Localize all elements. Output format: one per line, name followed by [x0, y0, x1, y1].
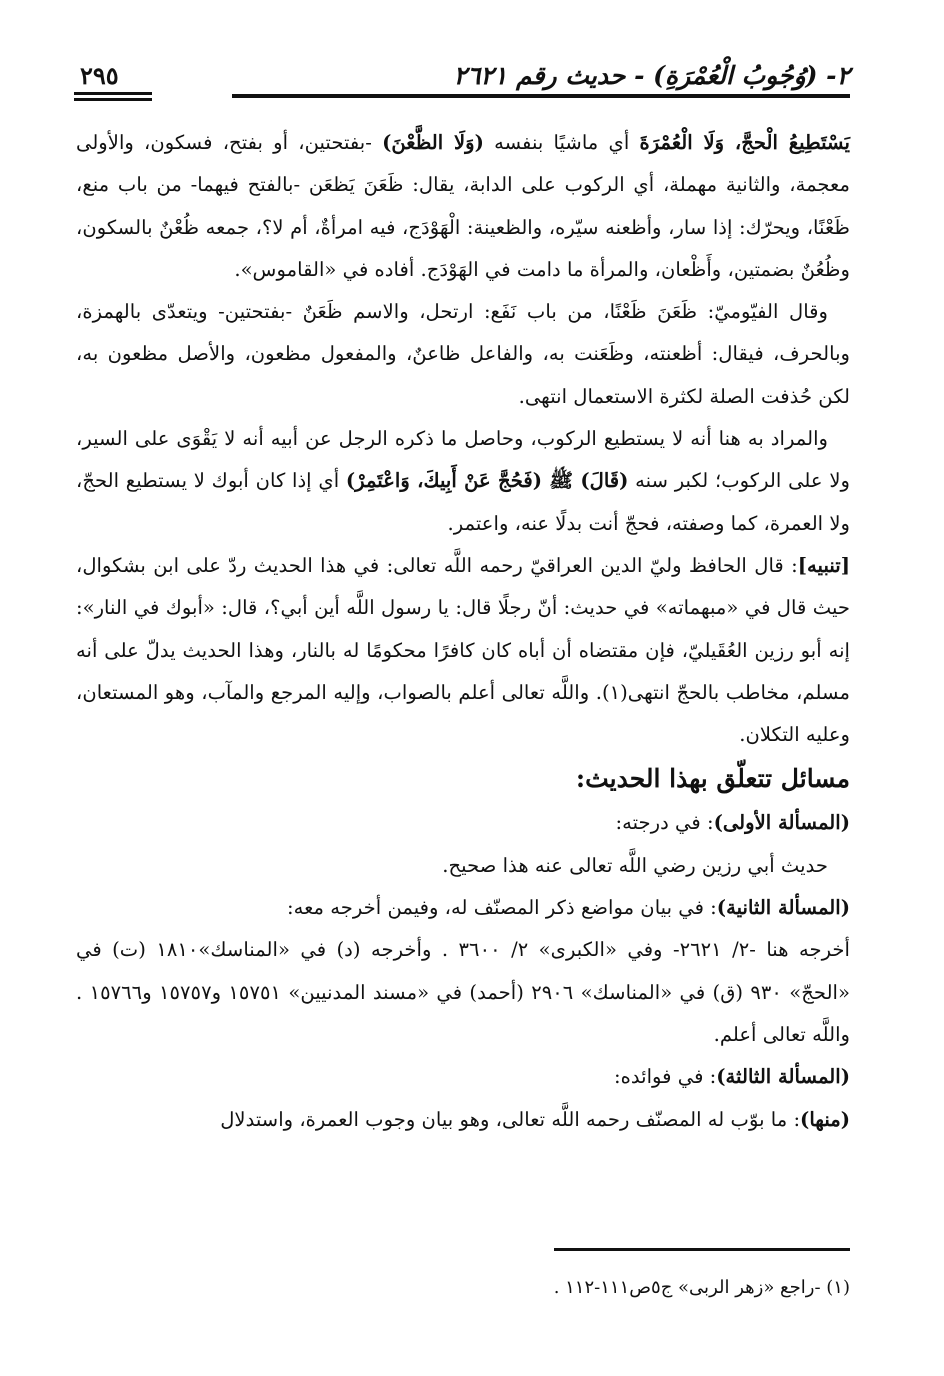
text-span: -بفتحتين، أو بفتح، فسكون، والأولى معجمة، والثانية مهملة، أي الركوب على الدابة، يقال: ظَعَنَ يَظعَن -بالفتح فيهما- من باب منع، ظَعْنًا، ويحرّك: إذا سار، وأظعنه سيّره، والظعينة: الْهَوْدَج، فيه امرأةٌ، أم لا؟، جمعه ظُعْنٌ بالسكون، وظُعُنٌ بضمتين، وأَظْعان، والمرأة ما دامت في الهَوْدَج. أفاده في «القاموس».	[76, 131, 850, 281]
paragraph	[76, 887, 850, 929]
paragraph	[76, 291, 850, 418]
bold-text: [تنبيه]	[797, 553, 850, 577]
text-span: : في بيان مواضع ذكر المصنّف له، وفيمن أخرجه معه:	[286, 896, 717, 920]
text-span: : في درجته:	[615, 811, 714, 835]
page-number-rule-bottom	[74, 98, 152, 101]
paragraph	[76, 929, 850, 1056]
bold-text: (المسألة الثانية)	[716, 896, 850, 920]
text-span: : قال الحافظ وليّ الدين العراقيّ رحمه اللَّه تعالى: في هذا الحديث ردّ على ابن بشكوال، حيث قال في «مبهماته» في حديث: أنّ رجلًا قال: يا رسول اللَّه أين أبي؟، قال: «أبوك في النار»: إنه أبو رزين العُقَيليّ، فإن مقتضاه أن أباه كان كافرًا محكومًا له بالنار، وهذا الحديث يدلّ على أنه مسلم، مخاطب بالحجّ انتهى(١). واللَّه تعالى أعلم بالصواب، وإليه المرجع والمآب، وهو المستعان، وعليه التكلان.	[76, 553, 850, 747]
body-text	[76, 122, 850, 1141]
footnote-separator	[554, 1248, 850, 1251]
section-heading	[76, 756, 850, 802]
paragraph	[76, 418, 850, 545]
bold-text: يَسْتَطِيعُ الْحجَّ، وَلَا الْعُمْرَةَ	[639, 131, 850, 154]
bold-text: مسائل تتعلّق بهذا الحديث:	[575, 764, 850, 794]
paragraph	[76, 1056, 850, 1098]
bold-text: (قَالَ) ﷺ (فَحُجَّ عَنْ أَبِيكَ، وَاعْتَمِرْ)	[345, 469, 629, 493]
text-span: أي ماشيًا بنفسه	[483, 131, 640, 154]
running-title: ٢- (وُجُوبُ الْعُمْرَةِ) - حديث رقم ٢٦٢١	[453, 61, 850, 90]
header-rule	[232, 94, 850, 98]
bold-text: (المسألة الثالثة)	[716, 1065, 850, 1089]
text-span: والمراد به هنا أنه لا يستطيع الركوب، وحاصل ما ذكره الرجل عن أبيه أنه لا يَقْوَى على السير، ولا على الركوب؛ لكبر سنه	[76, 427, 850, 493]
text-span: : في فوائده:	[613, 1065, 717, 1089]
paragraph	[76, 845, 850, 887]
bold-text: (وَلَا الظَّعْنَ)	[382, 131, 484, 154]
bold-text: (المسألة الأولى)	[713, 811, 850, 835]
text-span: حديث أبي رزين رضي اللَّه تعالى عنه هذا صحيح.	[442, 853, 828, 877]
bold-text: (منها)	[800, 1107, 850, 1131]
text-span: وقال الفيّوميّ: ظَعَنَ ظَعْنًا، من باب نَفَع: ارتحل، والاسم ظَعَنٌ -بفتحتين- ويتعدّى بالهمزة، وبالحرف، فيقال: أظعنته، وظَعَنت به، والفاعل ظاعنٌ، والمفعول مظعون، والأصل مظعون به، لكن حُذفت الصلة لكثرة الاستعمال انتهى.	[76, 300, 850, 408]
text-span: : ما بوّب له المصنّف رحمه اللَّه تعالى، وهو بيان وجوب العمرة، واستدلال	[220, 1107, 801, 1131]
paragraph	[76, 802, 850, 844]
page-number: ٢٩٥	[80, 61, 119, 90]
text-span: أي إذا كان أبوك لا يستطيع الحجّ، ولا العمرة، كما وصفته، فحجّ أنت بدلًا عنه، واعتمر.	[76, 469, 850, 535]
text-span: أخرجه هنا -٢/ ٢٦٢١- وفي «الكبرى» ٢/ ٣٦٠٠ . وأخرجه (د) في «المناسك»١٨١٠ (ت) في «الحجّ» ٩٣٠ (ق) في «المناسك» ٢٩٠٦ (أحمد) في «مسند المدنيين» ١٥٧٥١ و١٥٧٥٧ و١٥٧٦٦ . واللَّه تعالى أعلم.	[76, 938, 850, 1046]
paragraph	[76, 1099, 850, 1141]
paragraph	[76, 122, 850, 291]
footnote: (١) -راجع «زهر الربى» ج٥ص١١١-١١٢ .	[553, 1277, 850, 1298]
paragraph	[76, 545, 850, 756]
page-number-rule-top	[74, 92, 152, 95]
page-header	[72, 56, 850, 90]
